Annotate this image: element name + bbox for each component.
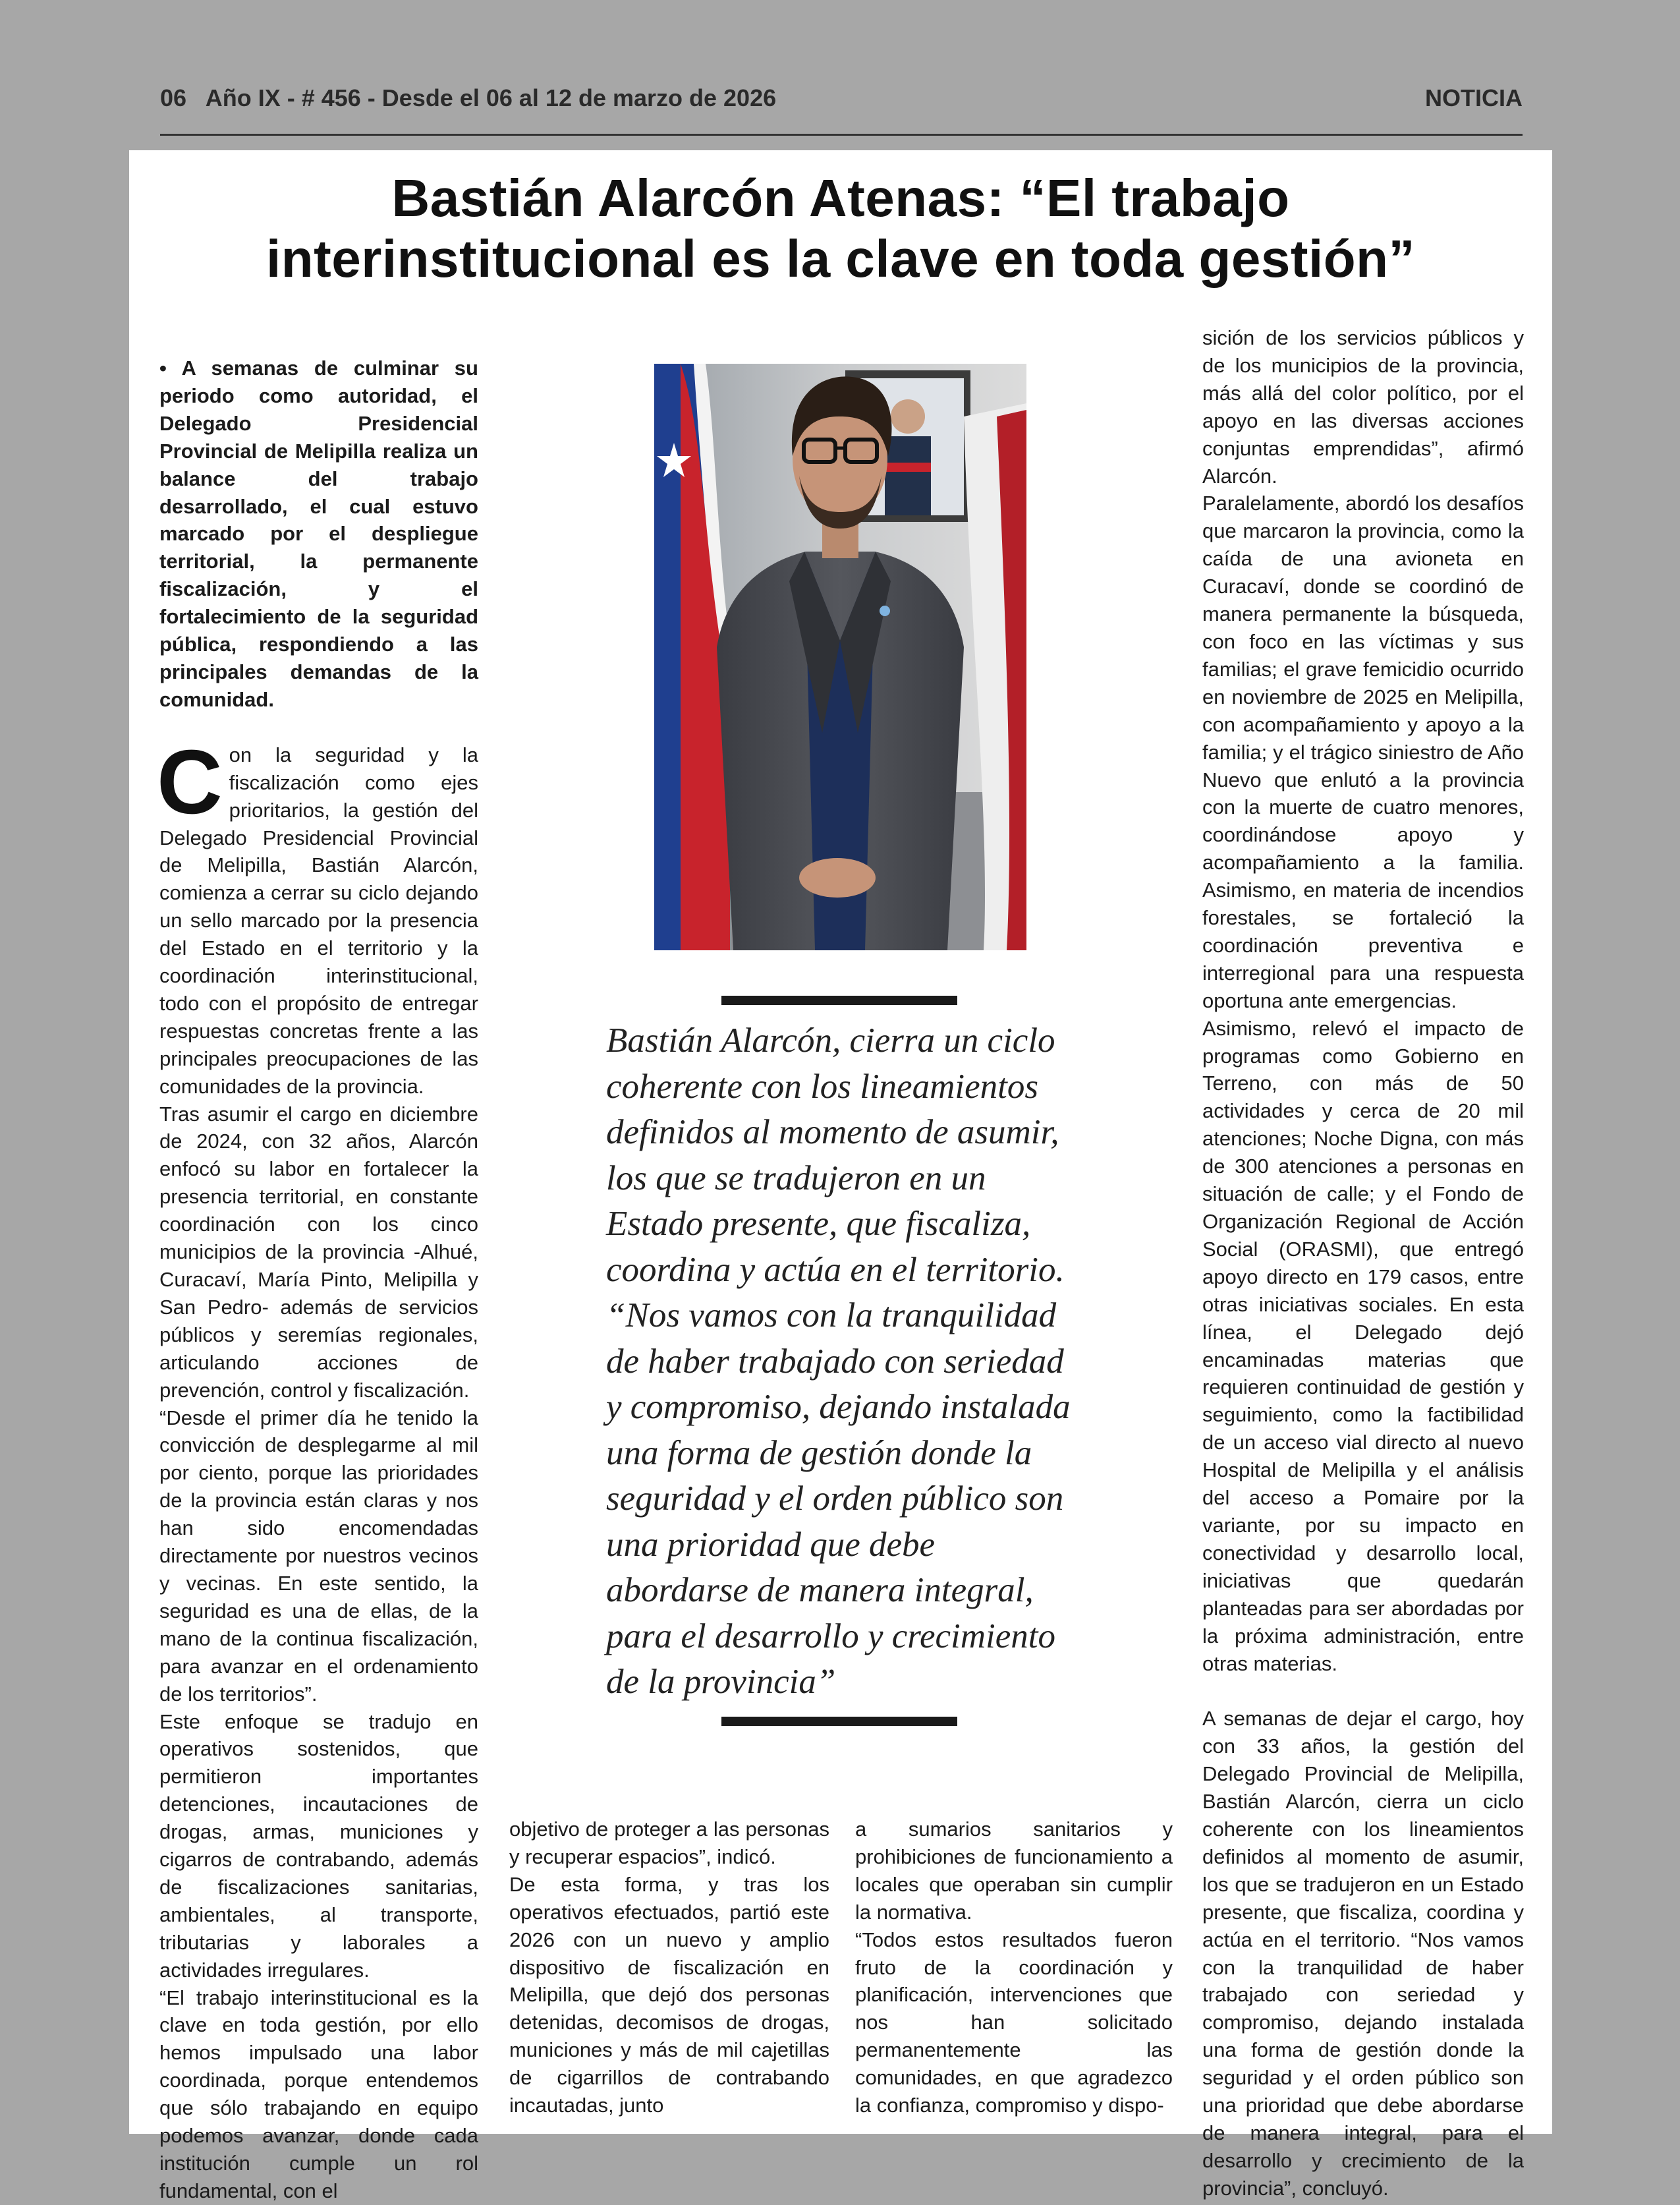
body-paragraph: objetivo de proteger a las personas y recuperar espacios”, indicó. [509,1818,829,1868]
body-paragraph: a sumarios sanitarios y prohibiciones de funcionamiento a locales que operaban sin cumplir la normativa. [855,1818,1173,1924]
pullquote-rule-bottom [721,1717,957,1726]
lead-paragraph: • A semanas de culminar su periodo como autoridad, el Delegado Presidencial Provincial de Melipilla realiza un balance del trabajo desarrollado, el cual estuvo marcado por el despliegue territorial, la permanente fiscalización, y el fortalecimiento de la seguridad pública, respondiendo a las principales demandas de la comunidad. [159,357,478,711]
body-paragraph: Este enfoque se tradujo en operativos sostenidos, que permitieron importantes detenciones, incautaciones de drogas, armas, municiones y cigarros de contrabando, además de fiscalizaciones sanitarias, ambientales, al transporte, tributarias y laborales a actividades irregulares. [159,1709,478,1982]
body-paragraph: “El trabajo interinstitucional es la clave en toda gestión, por ello hemos impulsado una labor coordinada, porque entendemos que sólo trabajando en equipo podemos avanzar, donde cada institución cumple un rol fundamental, con el [159,1986,478,2202]
body-paragraph: A semanas de dejar el cargo, hoy con 33 años, la gestión del Delegado Provincial de Melipilla, Bastián Alarcón, cierra un ciclo coherente con los lineamientos definidos al momento de asumir, los que se tradujeron en un Estado presente, que fiscaliza, coordina y actúa en el territorio. “Nos vamos con la tranquilidad de haber trabajado con seriedad y compromiso, dejando instalada una forma de gestión donde la seguridad y el orden público son una prioridad que debe abordarse de manera integral, para el desarrollo y crecimiento de la provincia”, concluyó. [1202,1707,1524,2200]
column-3 [855,1816,1173,2119]
body-paragraph: Asimismo, relevó el impacto de programas como Gobierno en Terreno, con más de 50 actividades y cerca de 20 mil atenciones; Noche Digna, con más de 300 atenciones a personas en situación de calle; y el Fondo de Organización Regional de Acción Social (ORASMI), que entregó apoyo directo en 179 casos, entre otras iniciativas sociales. En esta línea, el Delegado dejó encaminadas materias que requieren continuidad de gestión y seguimiento, como la factibilidad de un acceso vial directo al nuevo Hospital de Melipilla y el análisis del acceso a Pomaire por la variante, por su impacto en conectividad y desarrollo local, iniciativas que quedarán planteadas para ser abordadas por la próxima administración, entre otras materias. [1202,1016,1524,1675]
column-1 [159,355,478,2205]
header-rule [160,134,1523,136]
body-paragraph [157,731,478,1101]
portrait-photo [654,364,1026,950]
headline-line-2: interinstitucional es la clave en toda gestión” [266,229,1415,288]
body-paragraph: Paralelamente, abordó los desafíos que marcaron la provincia, como la caída de una avioneta en Curacaví, donde se coordinó de manera permanente la búsqueda, con foco en las víctimas y sus familias; el grave femicidio ocurrido en noviembre de 2025 en Melipilla, con acompañamiento y apoyo a la familia; y el trágico siniestro de Año Nuevo que enlutó a la provincia con la muerte de cuatro menores, coordinándose apoyo y acompañamiento a la familia. Asimismo, en materia de incendios forestales, se fortaleció la coordinación preventiva e interregional para una respuesta oportuna ante emergencias. [1202,492,1524,1012]
column-2 [509,1816,829,2119]
drop-cap: C [157,731,223,833]
body-paragraph: Tras asumir el cargo en diciembre de 2024, con 32 años, Alarcón enfocó su labor en fortalecer la presencia territorial, en constante coordinación con los cinco municipios de la provincia -Alhué, Curacaví, María Pinto, Melipilla y San Pedro- además de servicios públicos y seremías regionales, articulando acciones de prevención, control y fiscalización. [159,1102,478,1402]
headline-line-1: Bastián Alarcón Atenas: “El trabajo [391,169,1290,227]
portrait-illustration [654,364,1026,950]
section-label: NOTICIA [1425,84,1523,111]
body-paragraph: sición de los servicios públicos y de los municipios de la provincia, más allá del color político, por el apoyo en las diversas acciones conjuntas emprendidas”, afirmó Alarcón. [1202,326,1524,488]
page-header [160,84,1523,116]
issue-line: 06 Año IX - # 456 - Desde el 06 al 12 de marzo de 2026 [160,84,777,111]
column-4 [1202,324,1524,2202]
body-paragraph: De esta forma, y tras los operativos efectuados, partió este 2026 con un nuevo y amplio dispositivo de fiscalización en Melipilla, que dejó dos personas detenidas, decomisos de drogas, municiones y más de mil cajetillas de cigarrillos de contrabando incautadas, junto [509,1872,829,2117]
body-paragraph: “Todos estos resultados fueron fruto de la coordinación y planificación, intervenciones que nos han solicitado permanentemente las comunidades, en que agradezco la confianza, compromiso y dispo- [855,1928,1173,2117]
pull-quote: Bastián Alarcón, cierra un ciclo coherente con los lineamientos definidos al momento de asumir, los que se tradujeron en un Estado presente, que fiscaliza, coordina y actúa en el territorio. “Nos vamos con la tranquilidad de haber trabajado con seriedad y compromiso, dejando instalada una forma de gestión donde la seguridad y el orden público son una prioridad que debe abordarse de manera integral, para el desarrollo y crecimiento de la provincia” [606,1021,1071,1701]
body-text: on la seguridad y la fiscalización como ejes prioritarios, la gestión del Delegado Presidencial Provincial de Melipilla, Bastián Alarcón, comienza a cerrar su ciclo dejando un sello marcado por la presencia del Estado en el territorio y la coordinación interinstitucional, todo con el propósito de entregar respuestas concretas frente a las principales preocupaciones de las comunidades de la provincia. [159,743,478,1098]
body-paragraph: “Desde el primer día he tenido la convicción de desplegarme al mil por ciento, porque las prioridades de la provincia están claras y nos han sido encomendadas directamente por nuestros vecinos y vecinas. En este sentido, la seguridad es una de ellas, de la mano de la continua fiscalización, para avanzar en el ordenamiento de los territorios”. [159,1406,478,1705]
pullquote-rule-top [721,996,957,1005]
headline [129,168,1552,289]
